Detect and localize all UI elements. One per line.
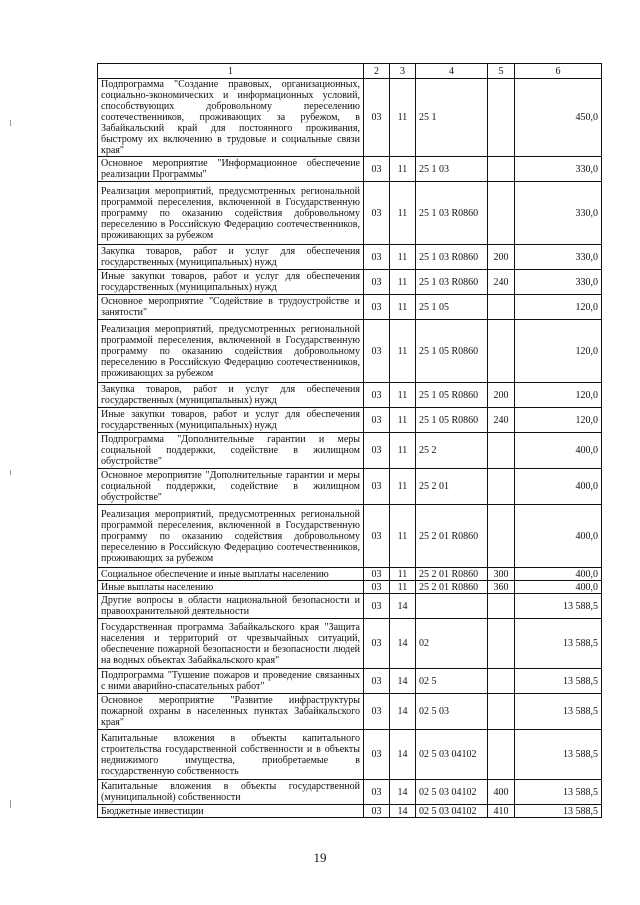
type-cell: 360 (488, 581, 515, 594)
code-cell: 25 2 01 (416, 469, 488, 505)
type-cell (488, 469, 515, 505)
table-body (98, 79, 602, 818)
row-name-cell: Капитальные вложения в объекты капитального строительства государственной собственности и в объекты недвижимого имущества, приобретаемые в государственную собственность (98, 730, 364, 780)
col2-cell: 03 (364, 295, 390, 320)
row-name-cell: Государственная программа Забайкальского края "Защита населения и территорий от чрезвычайных ситуаций, обеспечение пожарной безопасности и безопасности людей на водных объектах Забайкальского края" (98, 619, 364, 669)
col2-cell: 03 (364, 730, 390, 780)
table-row (98, 433, 602, 469)
amount-cell: 120,0 (515, 383, 602, 408)
amount-cell: 120,0 (515, 408, 602, 433)
header-cell-2: 2 (364, 64, 390, 79)
table-row (98, 157, 602, 182)
col3-cell: 14 (390, 594, 416, 619)
table-row (98, 295, 602, 320)
type-cell (488, 694, 515, 730)
amount-cell: 13 588,5 (515, 805, 602, 818)
type-cell: 400 (488, 780, 515, 805)
table-row (98, 594, 602, 619)
amount-cell: 330,0 (515, 270, 602, 295)
table-row (98, 505, 602, 568)
type-cell: 200 (488, 245, 515, 270)
type-cell (488, 730, 515, 780)
col3-cell: 11 (390, 505, 416, 568)
type-cell: 240 (488, 408, 515, 433)
col3-cell: 11 (390, 182, 416, 245)
type-cell (488, 157, 515, 182)
col2-cell: 03 (364, 594, 390, 619)
amount-cell: 330,0 (515, 157, 602, 182)
table-row (98, 320, 602, 383)
margin-mark (10, 800, 11, 808)
col3-cell: 11 (390, 270, 416, 295)
row-name-cell: Иные закупки товаров, работ и услуг для обеспечения государственных (муниципальных) нужд (98, 408, 364, 433)
col3-cell: 14 (390, 730, 416, 780)
table-row (98, 469, 602, 505)
amount-cell: 13 588,5 (515, 669, 602, 694)
type-cell (488, 619, 515, 669)
col3-cell: 11 (390, 581, 416, 594)
row-name-cell: Реализация мероприятий, предусмотренных региональной программой переселения, включенной в Государственную программу по оказанию содействия добровольному переселению в Российскую Федерацию соотечественников, проживающих за рубежом (98, 505, 364, 568)
table-row (98, 270, 602, 295)
col2-cell: 03 (364, 383, 390, 408)
code-cell: 02 5 03 04102 (416, 730, 488, 780)
code-cell: 25 1 05 (416, 295, 488, 320)
type-cell: 200 (488, 383, 515, 408)
code-cell: 25 2 01 R0860 (416, 568, 488, 581)
amount-cell: 330,0 (515, 182, 602, 245)
col2-cell: 03 (364, 694, 390, 730)
table-row (98, 669, 602, 694)
col3-cell: 11 (390, 408, 416, 433)
row-name-cell: Другие вопросы в области национальной безопасности и правоохранительной деятельности (98, 594, 364, 619)
code-cell: 25 1 03 R0860 (416, 270, 488, 295)
type-cell (488, 79, 515, 157)
col2-cell: 03 (364, 619, 390, 669)
row-name-cell: Реализация мероприятий, предусмотренных региональной программой переселения, включенной в Государственную программу по оказанию содействия добровольному переселению в Российскую Федерацию соотечественников, проживающих за рубежом (98, 182, 364, 245)
table-row (98, 568, 602, 581)
row-name-cell: Бюджетные инвестиции (98, 805, 364, 818)
col2-cell: 03 (364, 780, 390, 805)
table-row (98, 730, 602, 780)
header-cell-1: 1 (98, 64, 364, 79)
row-name-cell: Капитальные вложения в объекты государственной (муниципальной) собственности (98, 780, 364, 805)
col3-cell: 14 (390, 694, 416, 730)
row-name-cell: Основное мероприятие "Содействие в трудоустройстве и занятости" (98, 295, 364, 320)
type-cell (488, 320, 515, 383)
code-cell: 25 2 (416, 433, 488, 469)
table-header-row (98, 64, 602, 79)
col3-cell: 11 (390, 79, 416, 157)
row-name-cell: Основное мероприятие "Развитие инфраструктуры пожарной охраны в населенных пунктах Забайкальского края" (98, 694, 364, 730)
col3-cell: 11 (390, 320, 416, 383)
row-name-cell: Социальное обеспечение и иные выплаты населению (98, 568, 364, 581)
row-name-cell: Подпрограмма "Создание правовых, организационных, социально-экономических и информационных условий, способствующих добровольному переселению соотечественников, проживающих за рубежом, в Забайкальский край для постоянного проживания, быстрому их включению в трудовые и социальные связи края" (98, 79, 364, 157)
amount-cell: 13 588,5 (515, 619, 602, 669)
col3-cell: 11 (390, 295, 416, 320)
amount-cell: 13 588,5 (515, 780, 602, 805)
col2-cell: 03 (364, 669, 390, 694)
col3-cell: 14 (390, 619, 416, 669)
type-cell (488, 433, 515, 469)
col3-cell: 14 (390, 669, 416, 694)
table-row (98, 408, 602, 433)
row-name-cell: Закупка товаров, работ и услуг для обеспечения государственных (муниципальных) нужд (98, 383, 364, 408)
code-cell: 02 5 03 04102 (416, 805, 488, 818)
code-cell: 25 1 03 R0860 (416, 245, 488, 270)
code-cell: 02 (416, 619, 488, 669)
table-row (98, 383, 602, 408)
row-name-cell: Подпрограмма "Дополнительные гарантии и меры социальной поддержки, содействие в жилищном обустройстве" (98, 433, 364, 469)
amount-cell: 450,0 (515, 79, 602, 157)
col2-cell: 03 (364, 581, 390, 594)
code-cell: 25 2 01 R0860 (416, 505, 488, 568)
row-name-cell: Закупка товаров, работ и услуг для обеспечения государственных (муниципальных) нужд (98, 245, 364, 270)
col3-cell: 11 (390, 245, 416, 270)
amount-cell: 400,0 (515, 568, 602, 581)
budget-table (97, 63, 602, 818)
code-cell: 25 1 03 (416, 157, 488, 182)
code-cell: 25 1 05 R0860 (416, 408, 488, 433)
col3-cell: 11 (390, 469, 416, 505)
row-name-cell: Иные закупки товаров, работ и услуг для обеспечения государственных (муниципальных) нужд (98, 270, 364, 295)
col3-cell: 11 (390, 568, 416, 581)
col3-cell: 11 (390, 433, 416, 469)
type-cell (488, 295, 515, 320)
type-cell: 300 (488, 568, 515, 581)
code-cell: 25 2 01 R0860 (416, 581, 488, 594)
amount-cell: 13 588,5 (515, 694, 602, 730)
amount-cell: 400,0 (515, 433, 602, 469)
amount-cell: 120,0 (515, 295, 602, 320)
header-cell-3: 3 (390, 64, 416, 79)
margin-mark (10, 470, 11, 475)
col3-cell: 14 (390, 805, 416, 818)
amount-cell: 13 588,5 (515, 594, 602, 619)
col2-cell: 03 (364, 320, 390, 383)
page-number: 19 (313, 850, 327, 865)
col2-cell: 03 (364, 157, 390, 182)
table-row (98, 79, 602, 157)
table-row (98, 182, 602, 245)
code-cell: 25 1 05 R0860 (416, 383, 488, 408)
col2-cell: 03 (364, 270, 390, 295)
amount-cell: 13 588,5 (515, 730, 602, 780)
col2-cell: 03 (364, 469, 390, 505)
col3-cell: 14 (390, 780, 416, 805)
type-cell (488, 669, 515, 694)
row-name-cell: Подпрограмма "Тушение пожаров и проведение связанных с ними аварийно-спасательных работ" (98, 669, 364, 694)
row-name-cell: Иные выплаты населению (98, 581, 364, 594)
code-cell: 02 5 03 04102 (416, 780, 488, 805)
code-cell: 02 5 (416, 669, 488, 694)
col3-cell: 11 (390, 383, 416, 408)
table-row (98, 245, 602, 270)
type-cell: 410 (488, 805, 515, 818)
amount-cell: 400,0 (515, 469, 602, 505)
header-cell-5: 5 (488, 64, 515, 79)
row-name-cell: Основное мероприятие "Дополнительные гарантии и меры социальной поддержки, содействие в жилищном обустройстве" (98, 469, 364, 505)
row-name-cell: Основное мероприятие "Информационное обеспечение реализации Программы" (98, 157, 364, 182)
col2-cell: 03 (364, 182, 390, 245)
code-cell: 25 1 03 R0860 (416, 182, 488, 245)
col2-cell: 03 (364, 505, 390, 568)
type-cell (488, 182, 515, 245)
col3-cell: 11 (390, 157, 416, 182)
code-cell (416, 594, 488, 619)
col2-cell: 03 (364, 79, 390, 157)
header-cell-4: 4 (416, 64, 488, 79)
margin-mark (10, 120, 11, 126)
amount-cell: 400,0 (515, 581, 602, 594)
header-cell-6: 6 (515, 64, 602, 79)
table-row (98, 805, 602, 818)
col2-cell: 03 (364, 568, 390, 581)
table-row (98, 694, 602, 730)
table-row (98, 780, 602, 805)
col2-cell: 03 (364, 433, 390, 469)
amount-cell: 330,0 (515, 245, 602, 270)
code-cell: 25 1 05 R0860 (416, 320, 488, 383)
table-row (98, 619, 602, 669)
amount-cell: 400,0 (515, 505, 602, 568)
col2-cell: 03 (364, 245, 390, 270)
type-cell (488, 505, 515, 568)
row-name-cell: Реализация мероприятий, предусмотренных региональной программой переселения, включенной в Государственную программу по оказанию содействия добровольному переселению в Российскую Федерацию соотечественников, проживающих за рубежом (98, 320, 364, 383)
type-cell: 240 (488, 270, 515, 295)
code-cell: 25 1 (416, 79, 488, 157)
code-cell: 02 5 03 (416, 694, 488, 730)
amount-cell: 120,0 (515, 320, 602, 383)
col2-cell: 03 (364, 805, 390, 818)
col2-cell: 03 (364, 408, 390, 433)
table-row (98, 581, 602, 594)
type-cell (488, 594, 515, 619)
